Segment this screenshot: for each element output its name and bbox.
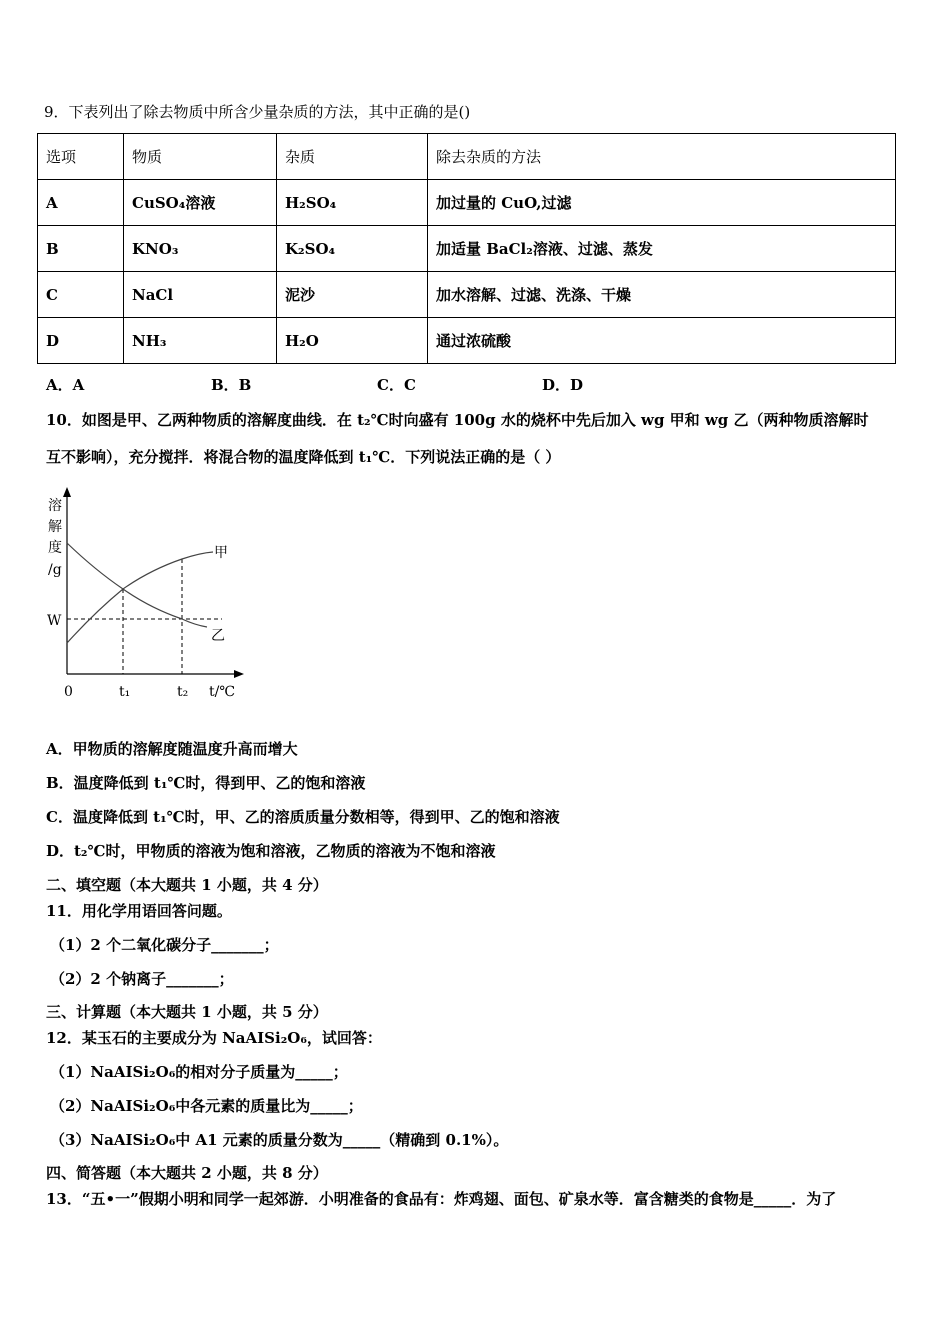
q9-table xyxy=(37,133,896,364)
q10-option-b: B．温度降低到 t₁℃时，得到甲、乙的饱和溶液 xyxy=(46,774,366,792)
y-axis-arrow xyxy=(63,487,71,497)
yi-label: 乙 xyxy=(211,628,225,644)
q9-option-a: A．A xyxy=(46,376,85,394)
table-cell: H₂O xyxy=(277,318,428,364)
q12-stem: 12．某玉石的主要成分为 NaAISi₂O₆，试回答： xyxy=(46,1029,382,1047)
y-label-3: 度 xyxy=(48,540,62,556)
q11-stem: 11．用化学用语回答问题。 xyxy=(46,902,232,920)
q9-option-d: D．D xyxy=(542,376,584,394)
section-2-heading: 二、填空题（本大题共 1 小题，共 4 分） xyxy=(46,876,328,894)
q9-option-b: B．B xyxy=(211,376,252,394)
q12-item-3: （3）NaAISi₂O₆中 A1 元素的质量分数为_____（精确到 0.1%）。 xyxy=(50,1131,509,1149)
table-cell: NH₃ xyxy=(124,318,277,364)
section-3-heading: 三、计算题（本大题共 1 小题，共 5 分） xyxy=(46,1003,328,1021)
q9-stem: 9．下表列出了除去物质中所含少量杂质的方法，其中正确的是() xyxy=(44,103,471,121)
table-cell: B xyxy=(38,226,124,272)
q10-stem-line1: 10．如图是甲、乙两种物质的溶解度曲线．在 t₂℃时向盛有 100g 水的烧杯中先后加入 wg 甲和 wg 乙（两种物质溶解时 xyxy=(46,411,869,429)
table-cell: KNO₃ xyxy=(124,226,277,272)
table-cell: CuSO₄溶液 xyxy=(124,180,277,226)
table-row xyxy=(38,180,896,226)
t2-label: t₂ xyxy=(177,684,189,700)
header-cell: 杂质 xyxy=(277,134,428,180)
table-cell: 泥沙 xyxy=(277,272,428,318)
table-cell: H₂SO₄ xyxy=(277,180,428,226)
q11-item-1: （1）2 个二氧化碳分子_______； xyxy=(50,936,279,954)
table-row xyxy=(38,226,896,272)
header-cell: 选项 xyxy=(38,134,124,180)
q13-stem: 13．“五•一”假期小明和同学一起郊游．小明准备的食品有：炸鸡翅、面包、矿泉水等．富含糖类的食物是_____．为了 xyxy=(46,1190,837,1208)
x-axis-label: t/℃ xyxy=(209,684,236,700)
table-header-row xyxy=(38,134,896,180)
q11-item-2: （2）2 个钠离子_______； xyxy=(50,970,234,988)
table-cell: 加适量 BaCl₂溶液、过滤、蒸发 xyxy=(428,226,896,272)
table-cell: 加过量的 CuO,过滤 xyxy=(428,180,896,226)
section-4-heading: 四、简答题（本大题共 2 小题，共 8 分） xyxy=(46,1164,328,1182)
q12-item-1: （1）NaAISi₂O₆的相对分子质量为_____； xyxy=(50,1063,348,1081)
table-cell: 通过浓硫酸 xyxy=(428,318,896,364)
q10-option-d: D．t₂℃时，甲物质的溶液为饱和溶液，乙物质的溶液为不饱和溶液 xyxy=(46,842,496,860)
table-cell: C xyxy=(38,272,124,318)
table-cell: K₂SO₄ xyxy=(277,226,428,272)
q10-stem-line2: 互不影响），充分搅拌．将混合物的温度降低到 t₁℃．下列说法正确的是（ ） xyxy=(46,448,561,466)
table-cell: A xyxy=(38,180,124,226)
table-cell: 加水溶解、过滤、洗涤、干燥 xyxy=(428,272,896,318)
y-label-4: /g xyxy=(48,562,62,578)
jia-label: 甲 xyxy=(214,545,228,561)
table-row xyxy=(38,272,896,318)
origin-label: 0 xyxy=(64,684,73,700)
q10-option-c: C．温度降低到 t₁℃时，甲、乙的溶质质量分数相等，得到甲、乙的饱和溶液 xyxy=(46,808,560,826)
q9-option-c: C．C xyxy=(377,376,416,394)
q12-item-2: （2）NaAISi₂O₆中各元素的质量比为_____； xyxy=(50,1097,363,1115)
y-label-2: 解 xyxy=(48,519,62,535)
header-cell: 物质 xyxy=(124,134,277,180)
curve-jia xyxy=(67,552,213,643)
solubility-graph xyxy=(30,480,250,710)
table-cell: NaCl xyxy=(124,272,277,318)
curve-yi xyxy=(67,543,207,627)
y-label-1: 溶 xyxy=(48,498,62,514)
x-axis-arrow xyxy=(234,670,244,678)
w-label: W xyxy=(47,613,62,629)
table-row xyxy=(38,318,896,364)
q10-option-a: A．甲物质的溶解度随温度升高而增大 xyxy=(46,740,298,758)
table-cell: D xyxy=(38,318,124,364)
t1-label: t₁ xyxy=(119,684,131,700)
header-cell: 除去杂质的方法 xyxy=(428,134,896,180)
